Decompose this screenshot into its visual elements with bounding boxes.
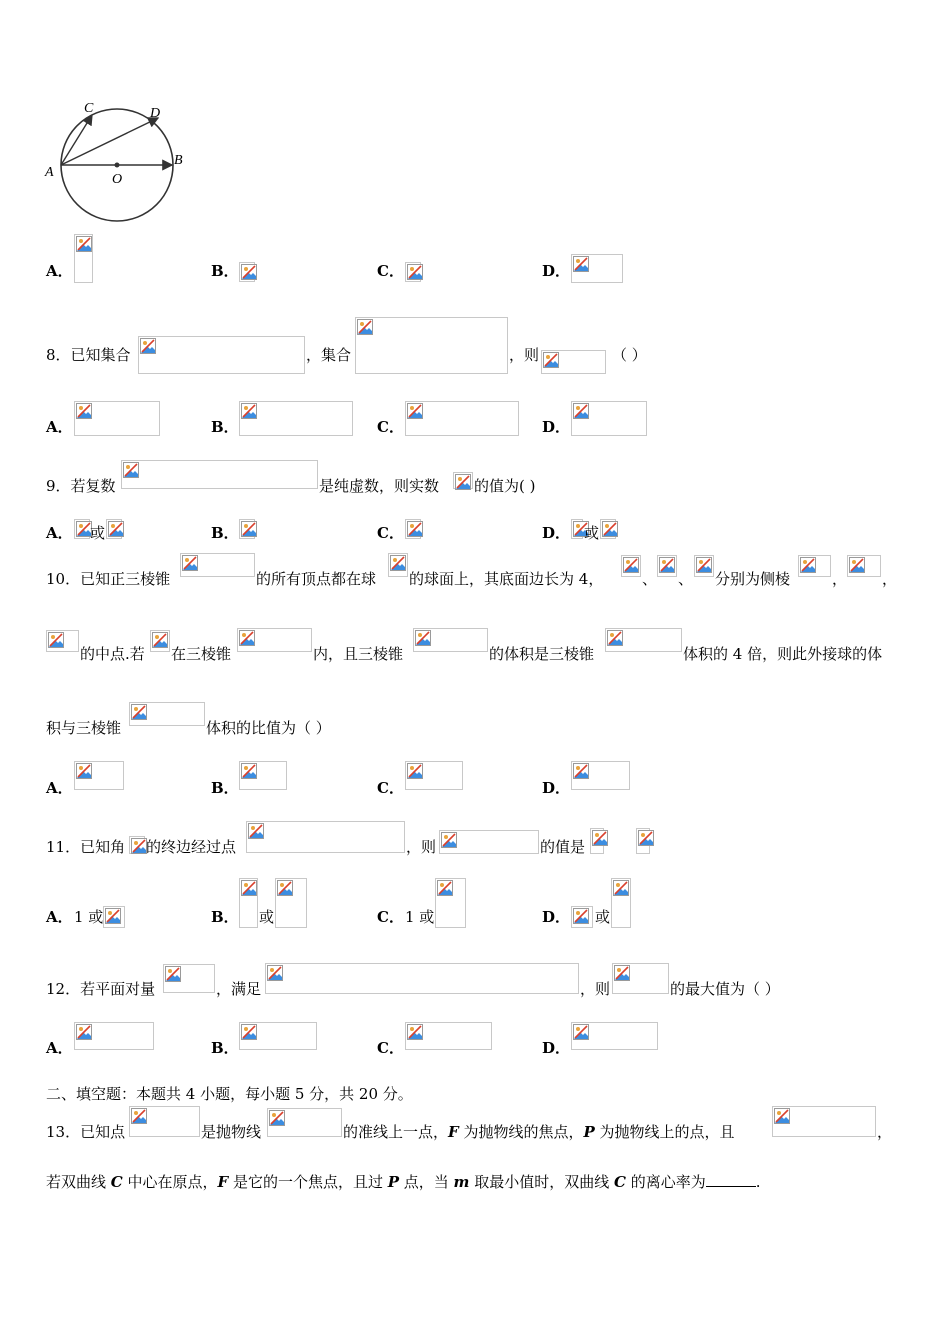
q8-option-b-image xyxy=(239,401,353,436)
broken-image-icon xyxy=(108,521,124,537)
q13-p-symbol-2: P xyxy=(387,1173,399,1191)
q10-comma-1: ， xyxy=(832,570,848,588)
q13-line-2 xyxy=(46,1172,760,1191)
q10-option-c-label: C． xyxy=(377,779,404,797)
q10-comma-2: ， xyxy=(882,570,898,588)
q7-option-d-label: D． xyxy=(542,262,571,280)
q8-option-c-label: C． xyxy=(377,418,404,436)
q10-edge-1-image xyxy=(798,555,831,577)
broken-image-icon xyxy=(573,1024,589,1040)
q13-l2-a: 若双曲线 xyxy=(46,1173,111,1191)
broken-image-icon xyxy=(248,823,264,839)
q10-text-8: 的体积是三棱锥 xyxy=(489,645,595,663)
q9-option-a-image-1 xyxy=(74,519,90,539)
broken-image-icon xyxy=(573,763,589,779)
broken-image-icon xyxy=(573,403,589,419)
q7-option-c-label: C． xyxy=(377,262,404,280)
q11-option-a-image xyxy=(103,906,125,928)
q13-l2-g: . xyxy=(755,1173,761,1191)
q11-option-a-text: 1 或 xyxy=(74,908,104,926)
q9-option-c-label: C． xyxy=(377,524,404,542)
q12-vectors-image xyxy=(163,964,215,993)
q10-sep-1: 、 xyxy=(642,570,658,588)
broken-image-icon xyxy=(607,630,623,646)
q11-option-b-image-2 xyxy=(275,878,307,928)
broken-image-icon xyxy=(696,557,712,573)
q13-l2-d: 点，当 xyxy=(399,1173,454,1191)
q8-set-b-image xyxy=(355,317,508,374)
q13-parabola-image xyxy=(267,1108,342,1137)
q10-option-d-image xyxy=(571,761,630,790)
q13-line-1-rest xyxy=(343,1123,735,1141)
q12-option-c-image xyxy=(405,1022,492,1050)
q8-option-b-label: B． xyxy=(211,418,239,436)
q8-text-1: 8．已知集合 xyxy=(46,346,131,364)
broken-image-icon xyxy=(357,319,373,335)
broken-image-icon xyxy=(241,880,257,896)
q13-l2-e: 取最小值时，双曲线 xyxy=(469,1173,614,1191)
broken-image-icon xyxy=(437,880,453,896)
section-2-title: 二、填空题：本题共 4 小题，每小题 5 分，共 20 分。 xyxy=(46,1085,413,1103)
q10-pyramid-image xyxy=(180,553,255,577)
q9-option-a-or: 或 xyxy=(90,524,106,542)
broken-image-icon xyxy=(407,1024,423,1040)
q12-text-2: ，满足 xyxy=(216,980,262,998)
broken-image-icon xyxy=(543,352,559,368)
q10-option-b-label: B． xyxy=(211,779,239,797)
broken-image-icon xyxy=(105,908,121,924)
q11-option-c-text: 1 或 xyxy=(405,908,435,926)
broken-image-icon xyxy=(602,521,618,537)
broken-image-icon xyxy=(140,338,156,354)
q9-option-d-image-2 xyxy=(600,519,616,539)
broken-image-icon xyxy=(241,264,257,280)
broken-image-icon xyxy=(455,474,471,490)
broken-image-icon xyxy=(241,403,257,419)
q7-option-a-image xyxy=(74,234,93,283)
q13-point-image xyxy=(129,1106,200,1137)
q8-option-a-image xyxy=(74,401,160,436)
q11-expression-image xyxy=(439,830,539,854)
q12-expression-image xyxy=(612,963,669,994)
q13-text-6: ， xyxy=(877,1123,893,1141)
q11-option-b-label: B． xyxy=(211,908,239,926)
q10-point-f-image xyxy=(657,555,677,577)
broken-image-icon xyxy=(123,462,139,478)
q11-point-image xyxy=(246,821,405,853)
q12-option-c-label: C． xyxy=(377,1039,404,1057)
q11-fragment-2-image xyxy=(636,828,650,854)
broken-image-icon xyxy=(48,632,64,648)
q10-pyramid-4-image xyxy=(605,628,682,652)
q8-text-3: ，则 xyxy=(509,346,540,364)
q7-option-a-label: A． xyxy=(46,262,73,280)
q13-l2-f: 的离心率为 xyxy=(625,1173,706,1191)
q10-text-7: 内，且三棱锥 xyxy=(313,645,404,663)
q13-condition-image xyxy=(772,1106,876,1137)
q10-sep-2: 、 xyxy=(678,570,694,588)
q12-text-3: ，则 xyxy=(580,980,611,998)
broken-image-icon xyxy=(131,1108,147,1124)
q10-pyramid-2-image xyxy=(237,628,312,652)
q10-edge-2-image xyxy=(847,555,881,577)
broken-image-icon xyxy=(241,521,257,537)
q8-expression-image xyxy=(541,350,606,374)
q13-f-symbol-2: F xyxy=(217,1173,229,1191)
q10-sphere-image xyxy=(388,553,408,577)
q13-text-5: 为抛物线上的点，且 xyxy=(594,1123,735,1141)
broken-image-icon xyxy=(277,880,293,896)
q11-option-b-or: 或 xyxy=(259,908,275,926)
q8-option-d-image xyxy=(571,401,647,436)
broken-image-icon xyxy=(592,830,608,846)
q10-option-c-image xyxy=(405,761,463,790)
q9-option-d-image-1 xyxy=(571,519,583,539)
q13-p-symbol: P xyxy=(583,1123,595,1141)
q7-option-d-image xyxy=(571,254,623,283)
broken-image-icon xyxy=(131,838,147,854)
q11-option-c-image xyxy=(435,878,466,928)
broken-image-icon xyxy=(390,555,406,571)
q11-option-a-label: A． xyxy=(46,908,73,926)
broken-image-icon xyxy=(800,557,816,573)
broken-image-icon xyxy=(774,1108,790,1124)
q9-option-d-label: D． xyxy=(542,524,571,542)
label-d: D xyxy=(150,106,161,121)
q8-option-d-label: D． xyxy=(542,418,571,436)
q12-option-d-image xyxy=(571,1022,658,1050)
broken-image-icon xyxy=(76,403,92,419)
q10-text-11: 体积的比值为（ ） xyxy=(206,719,331,737)
q11-option-c-label: C． xyxy=(377,908,404,926)
q11-angle-image xyxy=(129,836,145,854)
q10-pyramid-5-image xyxy=(129,702,205,726)
broken-image-icon xyxy=(623,557,639,573)
q10-text-10: 积与三棱锥 xyxy=(46,719,122,737)
q12-option-a-label: A． xyxy=(46,1039,73,1057)
broken-image-icon xyxy=(573,908,589,924)
q9-option-a-image-2 xyxy=(106,519,122,539)
q9-option-c-image xyxy=(405,519,421,539)
q9-option-b-image xyxy=(239,519,255,539)
broken-image-icon xyxy=(407,763,423,779)
broken-image-icon xyxy=(182,555,198,571)
q12-text-4: 的最大值为（ ） xyxy=(670,980,780,998)
q8-text-2: ，集合 xyxy=(306,346,352,364)
q13-answer-blank[interactable] xyxy=(706,1172,756,1187)
broken-image-icon xyxy=(152,632,168,648)
label-c: C xyxy=(84,101,94,116)
q9-option-d-or: 或 xyxy=(584,524,600,542)
q9-text-2: 是纯虚数，则实数 xyxy=(319,477,440,495)
q13-f-symbol: F xyxy=(448,1123,459,1141)
q11-text-4: 的值是 xyxy=(540,838,586,856)
broken-image-icon xyxy=(638,830,654,846)
broken-image-icon xyxy=(241,1024,257,1040)
q12-option-b-image xyxy=(239,1022,317,1050)
q10-text-5: 的中点.若 xyxy=(80,645,145,663)
q11-text-3: ，则 xyxy=(406,838,437,856)
q13-text-2: 是抛物线 xyxy=(201,1123,262,1141)
q11-option-d-image-2 xyxy=(611,878,631,928)
q10-option-b-image xyxy=(239,761,287,790)
q10-point-e-image xyxy=(621,555,641,577)
broken-image-icon xyxy=(76,1024,92,1040)
q10-option-a-label: A． xyxy=(46,779,73,797)
broken-image-icon xyxy=(613,880,629,896)
q8-set-a-image xyxy=(138,336,305,374)
broken-image-icon xyxy=(659,557,675,573)
q11-text-1: 11．已知角 xyxy=(46,838,126,856)
q9-complex-number-image xyxy=(121,460,318,489)
q9-option-a-label: A． xyxy=(46,524,73,542)
q10-point-g-image xyxy=(694,555,714,577)
q11-option-b-image-1 xyxy=(239,878,258,928)
q7-option-b-image xyxy=(239,262,255,282)
q13-text-4: 为抛物线的焦点， xyxy=(458,1123,584,1141)
q10-text-2: 的所有顶点都在球 xyxy=(256,570,377,588)
broken-image-icon xyxy=(849,557,865,573)
q10-text-3: 的球面上，其底面边长为 4， xyxy=(409,570,604,588)
q13-c-symbol-1: C xyxy=(110,1173,123,1191)
q9-option-b-label: B． xyxy=(211,524,239,542)
q12-option-b-label: B． xyxy=(211,1039,239,1057)
broken-image-icon xyxy=(131,704,147,720)
broken-image-icon xyxy=(76,763,92,779)
broken-image-icon xyxy=(407,521,423,537)
q12-option-d-label: D． xyxy=(542,1039,571,1057)
q13-c-symbol-2: C xyxy=(613,1173,626,1191)
q9-text-3: 的值为( ) xyxy=(474,477,536,495)
q13-m-symbol: m xyxy=(453,1173,470,1191)
q10-text-4: 分别为侧棱 xyxy=(715,570,791,588)
q10-point-p-image xyxy=(150,630,170,652)
q11-option-d-or: 或 xyxy=(595,908,611,926)
broken-image-icon xyxy=(165,966,181,982)
q12-condition-image xyxy=(265,963,579,994)
broken-image-icon xyxy=(76,236,92,252)
q9-text-1: 9．若复数 xyxy=(46,477,116,495)
broken-image-icon xyxy=(407,264,423,280)
broken-image-icon xyxy=(415,630,431,646)
q8-text-4: （ ） xyxy=(612,346,647,364)
q7-option-c-image xyxy=(405,262,421,282)
q9-variable-image xyxy=(453,472,473,489)
broken-image-icon xyxy=(239,630,255,646)
broken-image-icon xyxy=(241,763,257,779)
broken-image-icon xyxy=(573,256,589,272)
q13-l2-b: 中心在原点， xyxy=(122,1173,218,1191)
q10-text-1: 10．已知正三棱锥 xyxy=(46,570,171,588)
q10-text-9: 体积的 4 倍，则此外接球的体 xyxy=(683,645,883,663)
broken-image-icon xyxy=(614,965,630,981)
q8-option-a-label: A． xyxy=(46,418,73,436)
q10-option-d-label: D． xyxy=(542,779,571,797)
q11-option-d-label: D． xyxy=(542,908,571,926)
broken-image-icon xyxy=(267,965,283,981)
broken-image-icon xyxy=(269,1110,285,1126)
q10-pyramid-3-image xyxy=(413,628,488,652)
broken-image-icon xyxy=(441,832,457,848)
q8-option-c-image xyxy=(405,401,519,436)
circle-vector-figure xyxy=(40,98,200,226)
label-a: A xyxy=(45,165,54,180)
q10-edge-3-image xyxy=(46,630,79,652)
label-o: O xyxy=(112,172,123,187)
q11-fragment-1-image xyxy=(590,828,604,854)
q10-option-a-image xyxy=(74,761,124,790)
q13-l2-c: 是它的一个焦点，且过 xyxy=(228,1173,388,1191)
q7-option-b-label: B． xyxy=(211,262,239,280)
q10-text-6: 在三棱锥 xyxy=(171,645,232,663)
q11-text-2: 的终边经过点 xyxy=(146,838,237,856)
label-b: B xyxy=(174,153,183,168)
q12-option-a-image xyxy=(74,1022,154,1050)
q13-text-3: 的准线上一点， xyxy=(343,1123,449,1141)
q12-text-1: 12．若平面对量 xyxy=(46,980,156,998)
q13-text-1: 13．已知点 xyxy=(46,1123,126,1141)
q11-option-d-image-1 xyxy=(571,906,593,928)
broken-image-icon xyxy=(407,403,423,419)
